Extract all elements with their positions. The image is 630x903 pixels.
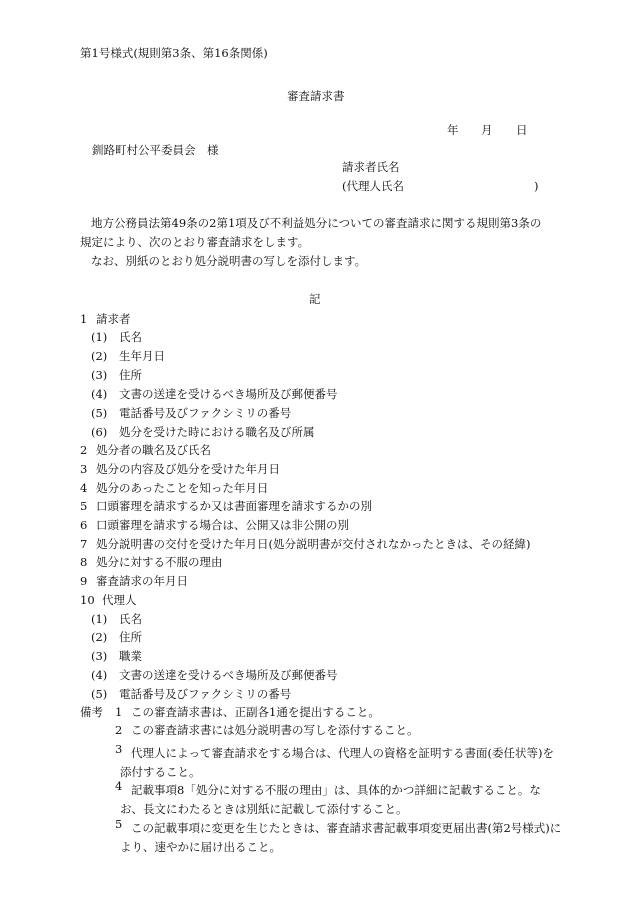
list-item: (1) 氏名 xyxy=(91,330,142,344)
remarks-label: 備考 xyxy=(80,705,103,719)
intro-attachment-note: なお、別紙のとおり処分説明書の写しを添付します。 xyxy=(91,254,367,268)
list-item: 10 代理人 xyxy=(80,593,137,607)
agent-name-close: ) xyxy=(534,179,539,193)
remark-note-text: 代理人によって審査請求をする場合は、代理人の資格を証明する書面(委任状等)を添付すること。 xyxy=(120,746,554,779)
addressee: 釧路町村公平委員会 様 xyxy=(92,143,219,157)
date-day: 日 xyxy=(516,123,528,137)
list-item: (2) 生年月日 xyxy=(91,349,165,363)
list-item: 7 処分説明書の交付を受けた年月日(処分説明書が交付されなかったときは、その経緯) xyxy=(80,537,531,551)
list-item: (6) 処分を受けた時における職名及び所属 xyxy=(91,425,315,439)
remark-note-number: 3 xyxy=(115,742,123,756)
remark-note-number: 5 xyxy=(115,817,123,831)
agent-name-label: (代理人氏名 xyxy=(342,179,404,193)
ki-heading: 記 xyxy=(309,292,321,306)
form-label: 第1号様式(規則第3条、第16条関係) xyxy=(80,46,268,60)
intro-paragraph: 地方公務員法第49条の2第1項及び不利益処分についての審査請求に関する規則第3条の規定により、次のとおり審査請求をします。 xyxy=(80,216,542,249)
list-item: (5) 電話番号及びファクシミリの番号 xyxy=(91,687,292,701)
list-item: (3) 住所 xyxy=(91,368,142,382)
list-item: (4) 文書の送達を受けるべき場所及び郵便番号 xyxy=(91,387,338,401)
date-month: 月 xyxy=(481,123,493,137)
remark-note: 2 この審査請求書には処分説明書の写しを添付すること。 xyxy=(115,723,419,737)
document-title: 審査請求書 xyxy=(287,89,345,103)
list-item: (4) 文書の送達を受けるべき場所及び郵便番号 xyxy=(91,668,338,682)
list-item: (1) 氏名 xyxy=(91,612,142,626)
list-item: 6 口頭審理を請求する場合は、公開又は非公開の別 xyxy=(80,518,349,532)
requester-name-label: 請求者氏名 xyxy=(342,160,400,174)
list-item: 8 処分に対する不服の理由 xyxy=(80,555,223,569)
list-item: (5) 電話番号及びファクシミリの番号 xyxy=(91,406,292,420)
date-year: 年 xyxy=(447,123,459,137)
remark-note-number: 4 xyxy=(115,779,123,793)
remark-note: 1 この審査請求書は、正副各1通を提出すること。 xyxy=(115,705,380,719)
list-item: 3 処分の内容及び処分を受けた年月日 xyxy=(80,462,280,476)
list-item: (2) 住所 xyxy=(91,630,142,644)
remark-note-text: 記載事項8「処分に対する不服の理由」は、具体的かつ詳細に記載すること。なお、長文にわたるときは別紙に記載して添付すること。 xyxy=(120,783,541,816)
list-item: 1 請求者 xyxy=(80,312,131,326)
list-item: 4 処分のあったことを知った年月日 xyxy=(80,481,269,495)
list-item: 5 口頭審理を請求するか又は書面審理を請求するかの別 xyxy=(80,499,372,513)
list-item: 2 処分者の職名及び氏名 xyxy=(80,443,211,457)
remark-note-text: この記載事項に変更を生じたときは、審査請求書記載事項変更届出書(第2号様式)により、速やかに届け出ること。 xyxy=(120,821,562,854)
list-item: 9 審査請求の年月日 xyxy=(80,574,188,588)
list-item: (3) 職業 xyxy=(91,649,142,663)
